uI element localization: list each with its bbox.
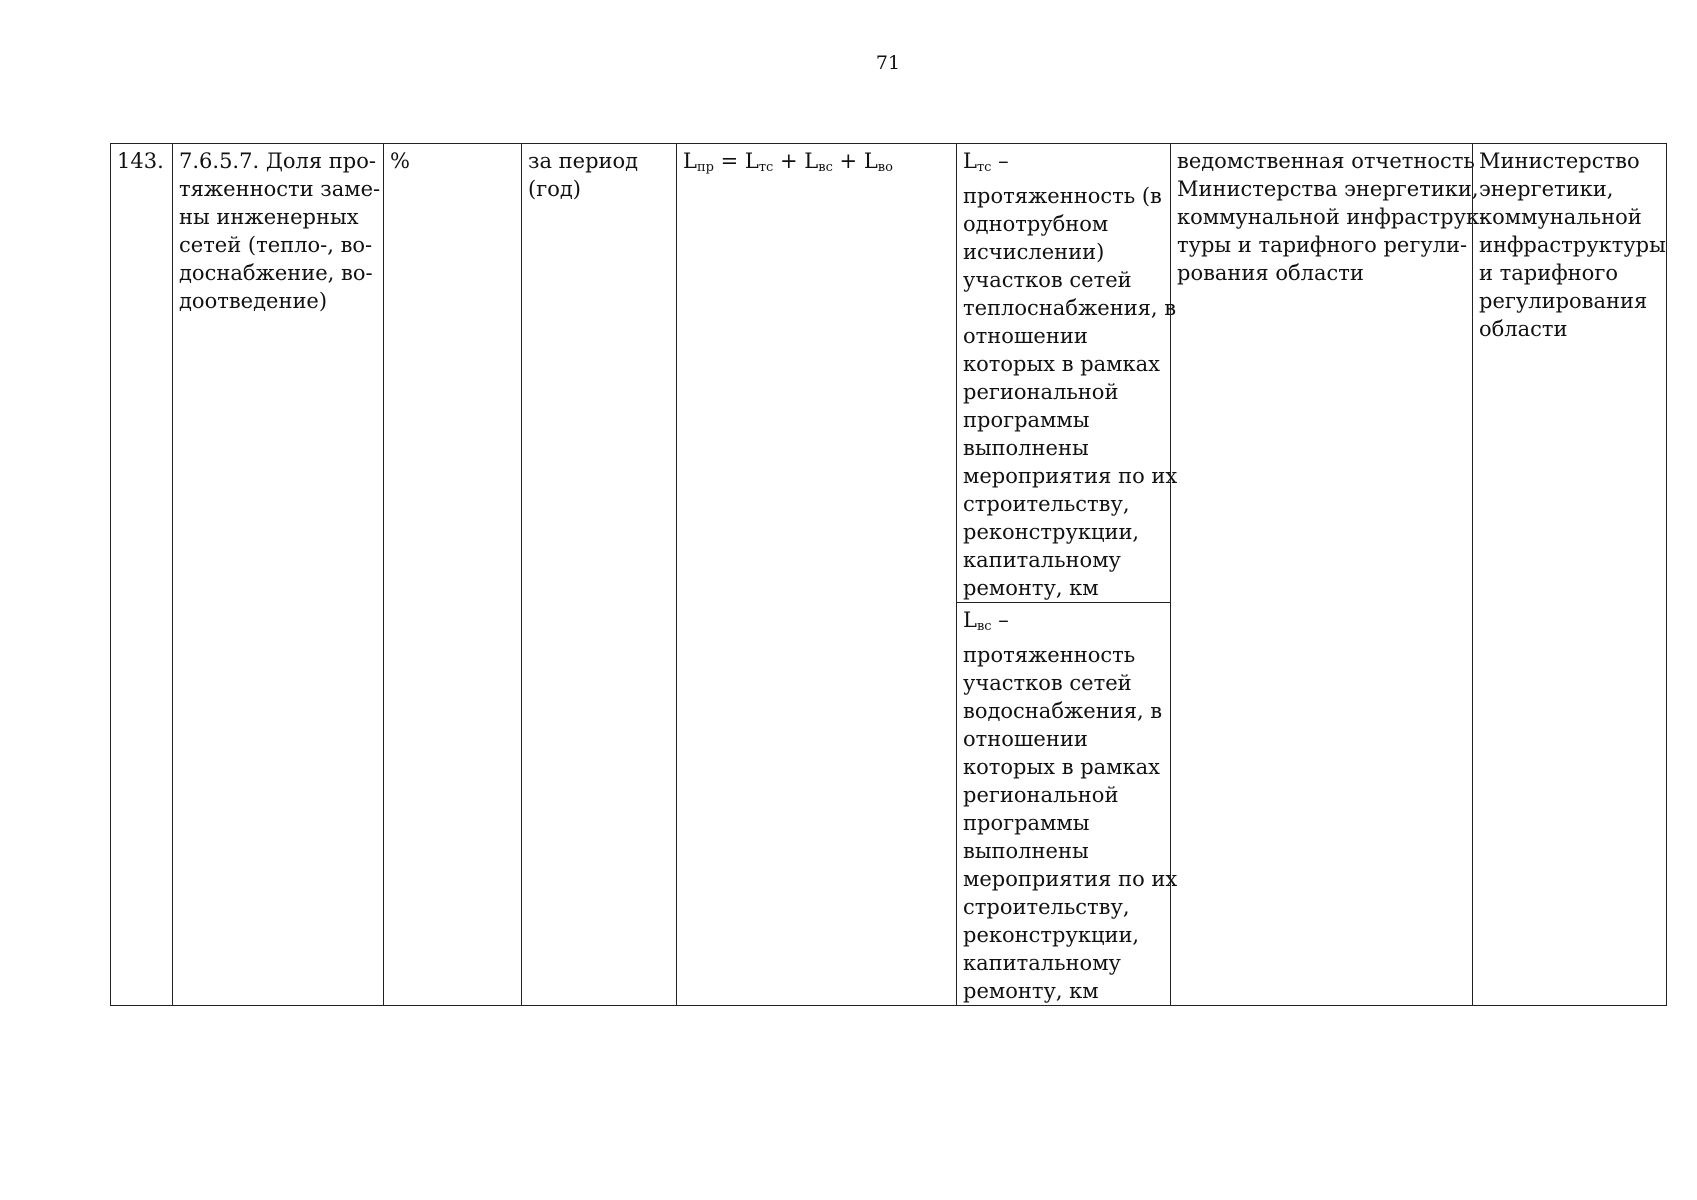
definition-line: ремонту, км	[963, 576, 1099, 600]
unit-value: %	[390, 149, 410, 173]
definition-term	[963, 147, 1164, 182]
definition-cell-tc	[957, 144, 1178, 603]
formula-subscript: тс	[758, 160, 774, 175]
definition-line: мероприятия по их	[963, 464, 1178, 488]
indicator-name-line: сетей (тепло-, во-	[179, 233, 373, 257]
definition-subscript: тс	[976, 160, 992, 175]
formula-operator: +	[832, 149, 864, 173]
definition-cell-vs	[957, 603, 1178, 1006]
row-number-cell	[111, 144, 173, 1006]
definition-subscript: вс	[976, 619, 992, 634]
definition-line: реконструкции,	[963, 923, 1140, 947]
definition-line: выполнены	[963, 839, 1089, 863]
definition-line: исчислении)	[963, 240, 1105, 264]
period-line: (год)	[528, 177, 581, 201]
responsible-line: инфраструктуры	[1479, 233, 1666, 257]
definition-dash: –	[991, 608, 1009, 632]
definition-line: ремонту, км	[963, 979, 1099, 1003]
data-source-line: туры и тарифного регули-	[1177, 233, 1468, 257]
definition-line: региональной	[963, 783, 1119, 807]
formula-symbol: L	[863, 149, 878, 173]
definition-line: протяженность	[963, 643, 1136, 667]
indicator-name-line: ны инженерных	[179, 205, 359, 229]
formula-symbol: L	[683, 149, 697, 173]
definition-term	[963, 606, 1164, 641]
period-cell	[522, 144, 677, 1006]
data-source-line: рования области	[1177, 261, 1364, 285]
responsible-line: области	[1479, 317, 1568, 341]
formula-subscript: пр	[696, 160, 714, 175]
definition-line: программы	[963, 408, 1090, 432]
definition-line: строительству,	[963, 895, 1130, 919]
formula-operator: +	[773, 149, 805, 173]
formula	[683, 147, 950, 182]
formula-cell	[677, 144, 957, 1006]
indicator-name-line: доснабжение, во-	[179, 261, 373, 285]
data-source-cell	[1171, 144, 1487, 1006]
definition-line: капитальному	[963, 951, 1121, 975]
indicator-name-line: тяженности заме-	[179, 177, 381, 201]
definition-line: мероприятия по их	[963, 867, 1178, 891]
data-source-line: ведомственная отчетность	[1177, 149, 1475, 173]
responsible-line: регулирования	[1479, 289, 1648, 313]
formula-symbol: L	[744, 149, 759, 173]
page-number: 71	[875, 52, 901, 74]
indicator-name-line: 7.6.5.7. Доля про-	[179, 149, 376, 173]
indicator-table	[110, 143, 1667, 1006]
formula-subscript: вс	[818, 160, 833, 175]
data-source-line: Министерства энергетики,	[1177, 177, 1479, 201]
period-line: за период	[528, 149, 639, 173]
definition-line: водоснабжения, в	[963, 699, 1163, 723]
table-row	[111, 144, 1667, 603]
responsible-line: энергетики,	[1479, 177, 1614, 201]
definition-line: участков сетей	[963, 268, 1132, 292]
unit-cell	[384, 144, 522, 1006]
responsible-line: и тарифного	[1479, 261, 1618, 285]
formula-symbol: L	[804, 149, 819, 173]
definition-line: которых в рамках	[963, 755, 1160, 779]
row-number: 143.	[117, 149, 164, 173]
definition-line: региональной	[963, 380, 1119, 404]
responsible-line: коммунальной	[1479, 205, 1642, 229]
definition-line: программы	[963, 811, 1090, 835]
definition-line: капитальному	[963, 548, 1121, 572]
responsible-cell	[1473, 144, 1667, 1006]
definition-line: выполнены	[963, 436, 1089, 460]
definition-line: протяженность (в	[963, 184, 1162, 208]
formula-subscript: во	[877, 160, 893, 175]
definition-line: реконструкции,	[963, 520, 1140, 544]
definition-line: отношении	[963, 727, 1088, 751]
formula-operator: =	[713, 149, 745, 173]
indicator-name-cell	[173, 144, 384, 1006]
definition-line: участков сетей	[963, 671, 1132, 695]
responsible-line: Министерство	[1479, 149, 1640, 173]
definition-line: которых в рамках	[963, 352, 1160, 376]
indicator-name-line: доотведение)	[179, 289, 328, 313]
definition-line: строительству,	[963, 492, 1130, 516]
definition-symbol: L	[963, 149, 977, 173]
definition-line: отношении	[963, 324, 1088, 348]
definition-line: теплоснабжения, в	[963, 296, 1177, 320]
definition-dash: –	[991, 149, 1009, 173]
data-source-line: коммунальной инфраструк-	[1177, 205, 1487, 229]
definition-line: однотрубном	[963, 212, 1109, 236]
definition-symbol: L	[963, 608, 977, 632]
